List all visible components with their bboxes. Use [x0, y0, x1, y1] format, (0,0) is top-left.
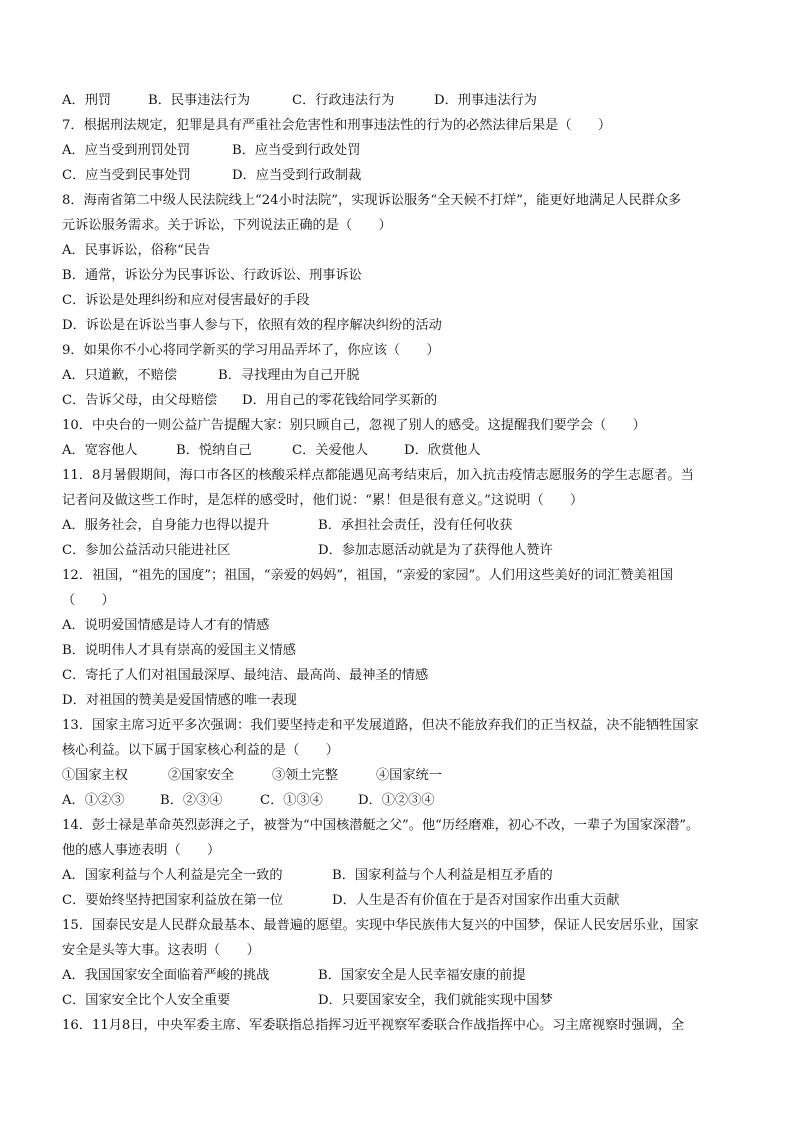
question-line: A．民事诉讼，俗称“民告 — [62, 243, 211, 258]
answer-option: D．用自己的零花钱给同学买新的 — [242, 393, 438, 408]
exam-page — [62, 88, 742, 1038]
question-line: C．寄托了人们对祖国最深厚、最纯洁、最高尚、最神圣的情感 — [62, 668, 429, 683]
options-line — [62, 513, 742, 538]
answer-option: A．我国国家安全面临着严峻的挑战 — [62, 968, 270, 983]
question-line: （ ） — [62, 593, 115, 608]
answer-option: B．承担社会责任，没有任何收获 — [318, 518, 513, 533]
answer-option: B．民事违法行为 — [148, 93, 251, 108]
answer-option: ③领土完整 — [272, 768, 338, 783]
question-line: B．说明伟人才具有崇高的爱国主义情感 — [62, 643, 296, 658]
answer-option: C．要始终坚持把国家利益放在第一位 — [62, 893, 284, 908]
answer-option: B．②③④ — [160, 793, 223, 808]
question-line: 安全是头等大事。这表明（ ） — [62, 943, 260, 958]
question-line: 记者问及做这些工作时，是怎样的感受时，他们说：“累！但是很有意义。”这说明（ ） — [62, 493, 584, 508]
question-line: 他的感人事迹表明（ ） — [62, 843, 221, 858]
answer-option: A．刑罚 — [62, 93, 112, 108]
question-line: 11．8月暑假期间，海口市各区的核酸采样点都能遇见高考结束后，加入抗击疫情志愿服务的学生志愿者。当 — [62, 468, 694, 483]
options-line — [62, 388, 742, 413]
question-line: 10．中央台的一则公益广告提醒大家：别只顾自己，忽视了别人的感受。这提醒我们要学会（ ） — [62, 418, 646, 433]
answer-option: ②国家安全 — [168, 768, 234, 783]
options-line — [62, 538, 742, 563]
answer-option: ④国家统一 — [376, 768, 442, 783]
answer-option: C．行政违法行为 — [292, 93, 395, 108]
question-line: 16．11月8日，中央军委主席、军委联指总指挥习近平视察军委联合作战指挥中心。习主席视察时强调，全 — [62, 1018, 685, 1033]
answer-option: B．悦纳自己 — [176, 443, 252, 458]
answer-option: C．①③④ — [260, 793, 323, 808]
answer-option: A．只道歉，不赔偿 — [62, 368, 178, 383]
answer-option: C．国家安全比个人安全重要 — [62, 993, 231, 1008]
answer-option: A．应当受到刑罚处罚 — [62, 143, 191, 158]
question-line: 15．国泰民安是人民群众最基本、最普遍的愿望。实现中华民族伟大复兴的中国梦，保证人民安居乐业，国家 — [62, 918, 699, 933]
answer-option: B．应当受到行政处罚 — [232, 143, 361, 158]
question-line: D．诉讼是在诉讼当事人参与下，依照有效的程序解决纠纷的活动 — [62, 318, 442, 333]
answer-option: A．宽容他人 — [62, 443, 138, 458]
answer-option: B．国家安全是人民幸福安康的前提 — [318, 968, 526, 983]
question-line: 元诉讼服务需求。关于诉讼，下列说法正确的是（ ） — [62, 218, 392, 233]
question-line: 核心利益。以下属于国家核心利益的是（ ） — [62, 743, 339, 758]
question-line: 12．祖国，“祖先的国度”；祖国，“亲爱的妈妈”，祖国，“亲爱的家园”。人们用这些美好的词汇赞美祖国 — [62, 568, 674, 583]
answer-option: C．参加公益活动只能进社区 — [62, 543, 231, 558]
answer-option: C．应当受到民事处罚 — [62, 168, 191, 183]
question-line: A．说明爱国情感是诗人才有的情感 — [62, 618, 270, 633]
question-line: 13．国家主席习近平多次强调：我们要坚持走和平发展道路，但决不能放弃我们的正当权益，决不能牺牲国家 — [62, 718, 699, 733]
options-line — [62, 363, 742, 388]
options-line — [62, 88, 742, 113]
answer-option: D．只要国家安全，我们就能实现中国梦 — [318, 993, 553, 1008]
question-line: 9．如果你不小心将同学新买的学习用品弄坏了，你应该（ ） — [62, 343, 440, 358]
answer-option: C．告诉父母，由父母赔偿 — [62, 393, 218, 408]
answer-option: A．①②③ — [62, 793, 125, 808]
answer-option: D．①②③④ — [358, 793, 435, 808]
options-line — [62, 163, 742, 188]
question-line: 7．根据刑法规定，犯罪是具有严重社会危害性和刑事违法性的行为的必然法律后果是（ ） — [62, 118, 612, 133]
answer-option: D．参加志愿活动就是为了获得他人赞许 — [318, 543, 553, 558]
answer-option: D．刑事违法行为 — [434, 93, 537, 108]
answer-option: B．寻找理由为自己开脱 — [218, 368, 360, 383]
question-line: 14．彭士禄是革命英烈彭湃之子，被誉为“中国核潜艇之父”。他“历经磨难，初心不改，一辈子为国家深潜”。 — [62, 818, 700, 833]
options-line — [62, 788, 742, 813]
options-line — [62, 138, 742, 163]
options-line — [62, 888, 742, 913]
question-line: 8．海南省第二中级人民法院线上“24小时法院”，实现诉讼服务“全天候不打烊”，能更好地满足人民群众多 — [62, 193, 682, 208]
answer-option: D．应当受到行政制裁 — [232, 168, 362, 183]
options-line — [62, 763, 742, 788]
answer-option: B．国家利益与个人利益是相互矛盾的 — [332, 868, 553, 883]
answer-option: C．关爱他人 — [292, 443, 369, 458]
question-line: D．对祖国的赞美是爱国情感的唯一表现 — [62, 693, 297, 708]
options-line — [62, 438, 742, 463]
options-line — [62, 988, 742, 1013]
answer-option: ①国家主权 — [62, 768, 128, 783]
answer-option: A．服务社会，自身能力也得以提升 — [62, 518, 270, 533]
question-line: C．诉讼是处理纠纷和应对侵害最好的手段 — [62, 293, 310, 308]
answer-option: D．人生是否有价值在于是否对国家作出重大贡献 — [332, 893, 620, 908]
options-line — [62, 963, 742, 988]
answer-option: A．国家利益与个人利益是完全一致的 — [62, 868, 283, 883]
question-line: B．通常，诉讼分为民事诉讼、行政诉讼、刑事诉讼 — [62, 268, 362, 283]
options-line — [62, 863, 742, 888]
answer-option: D．欣赏他人 — [404, 443, 481, 458]
